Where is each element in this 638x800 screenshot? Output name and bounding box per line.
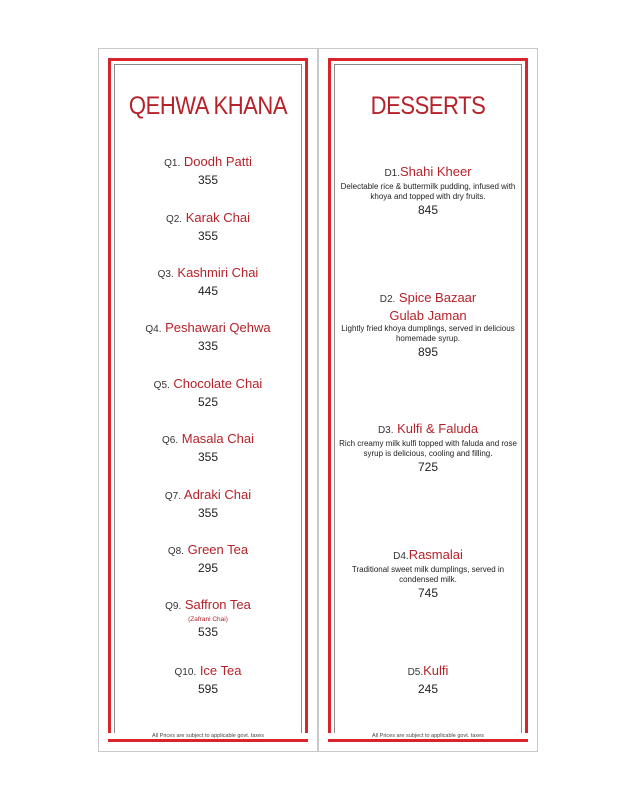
item-description: Delectable rice & buttermilk pudding, infused with khoya and topped with dry fruits. [340,182,516,201]
item-code: D2. [379,294,396,305]
item-price: 595 [197,682,219,696]
item-code: D4. [393,551,409,562]
menu-item [99,431,317,465]
red-border-frame [328,58,528,742]
item-price: 355 [197,173,219,187]
item-price: 525 [197,395,219,409]
item-price: 335 [197,339,219,353]
item-code: D3. [377,425,394,436]
menu-panel-desserts [318,48,538,752]
menu-item [99,597,317,640]
item-code: Q3. [157,269,174,280]
item-code: Q1. [164,158,181,169]
item-price: 295 [197,561,219,575]
item-description: Traditional sweet milk dumplings, served in condensed milk. [351,565,505,584]
menu-item [99,376,317,410]
menu-item [319,421,537,475]
item-name: Ice Tea [199,663,242,678]
item-price: 725 [417,460,439,474]
item-name: Adraki Chai [183,487,252,502]
footer-text: All Prices are subject to applicable govt. taxes [368,733,488,739]
menu-item [99,154,317,188]
item-name: Kulfi [423,663,449,678]
item-price: 895 [417,345,439,359]
item-price: 535 [197,625,219,639]
item-code: D5. [407,667,424,678]
item-code: D1. [384,168,400,179]
menu-item [319,547,537,601]
item-price: 445 [197,284,219,298]
menu-item [99,663,317,697]
menu-item [319,663,537,697]
section-title: DESSERTS [370,92,486,120]
item-name: Chocolate Chai [173,376,263,391]
footer-text: All Prices are subject to applicable govt. taxes [148,733,268,739]
item-price: 745 [417,586,439,600]
item-code: Q9. [165,601,182,612]
item-code: Q5. [153,380,170,391]
item-code: Q10. [174,667,197,678]
item-name: Kashmiri Chai [177,265,259,280]
menu-item [99,320,317,354]
item-price: 355 [197,450,219,464]
menu-item [99,542,317,576]
item-price: 245 [417,682,439,696]
item-price: 845 [417,203,439,217]
item-name: Masala Chai [181,431,254,446]
item-subtitle: (Zafrani Chai) [188,616,228,623]
item-description: Rich creamy milk kulfi topped with faluda and rose syrup is delicious, cooling and filling. [339,439,517,458]
menu-item [99,487,317,521]
footer-note [99,733,317,739]
item-name: Kulfi & Faluda [397,421,479,436]
menu-item [99,265,317,299]
item-name: Peshawari Qehwa [165,320,271,335]
item-price: 355 [197,506,219,520]
item-name: Spice Bazaar [398,290,477,305]
menu-item [99,210,317,244]
item-code: Q4. [145,324,162,335]
item-name: Saffron Tea [184,597,251,612]
menu-item [319,290,537,360]
item-name: Doodh Patti [183,154,252,169]
item-code: Q2. [165,214,183,225]
menu-panel-qehwa-khana [98,48,318,752]
footer-note [319,733,537,739]
item-description: Lightly fried khoya dumplings, served in delicious homemade syrup. [341,324,515,343]
item-price: 355 [197,229,219,243]
item-name: Karak Chai [185,210,251,225]
item-code: Q8. [167,546,185,557]
item-name: Rasmalai [408,547,463,562]
item-name: Green Tea [187,542,249,557]
menu-item [319,164,537,218]
item-code: Q6. [161,435,179,446]
item-name: Shahi Kheer [400,164,472,179]
item-name-line2: Gulab Jaman [389,308,467,323]
item-code: Q7. [164,491,181,502]
section-title: QEHWA KHANA [128,92,288,120]
